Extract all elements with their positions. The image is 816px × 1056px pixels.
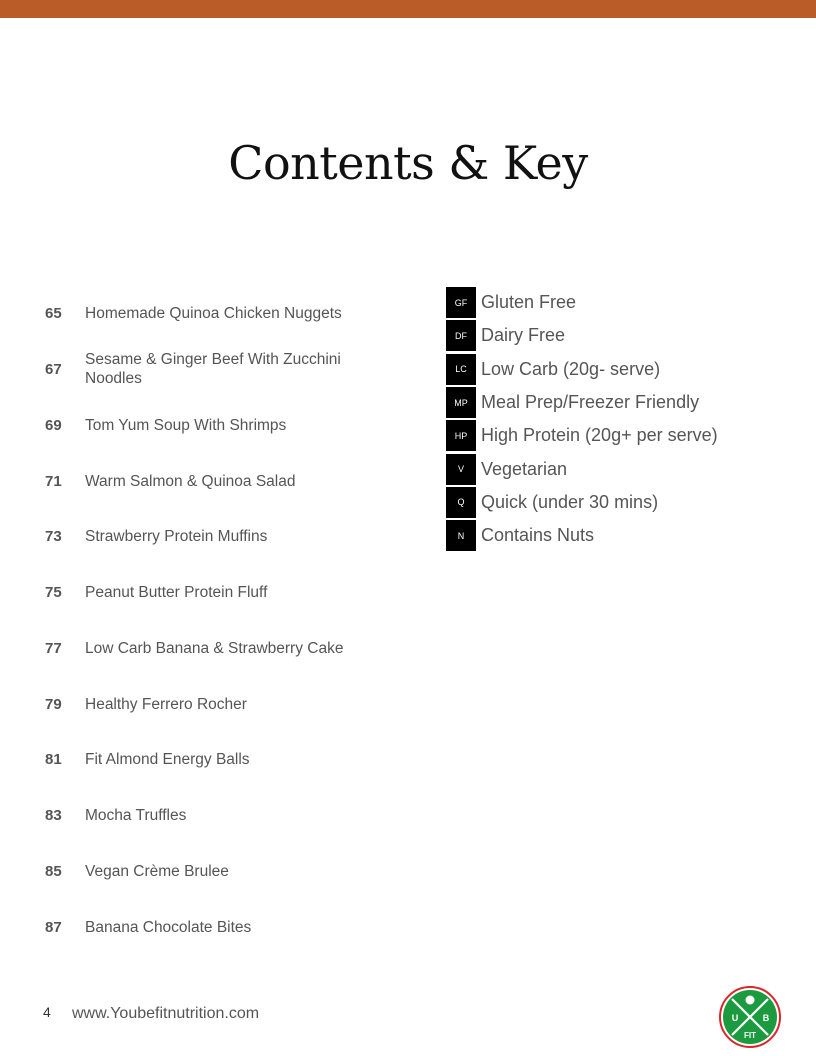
- key-label: Vegetarian: [481, 458, 568, 479]
- contents-recipe-name: Mocha Truffles: [85, 806, 187, 824]
- contents-item[interactable]: [0, 628, 400, 668]
- key-item: [446, 353, 718, 386]
- contents-page-number: 71: [45, 472, 62, 490]
- contents-page-number: 81: [45, 750, 62, 768]
- contents-item[interactable]: [0, 349, 400, 389]
- key-badge: V: [446, 454, 476, 485]
- key-label: Meal Prep/Freezer Friendly: [481, 392, 700, 413]
- key-item: [446, 286, 718, 319]
- contents-recipe-name: Healthy Ferrero Rocher: [85, 695, 247, 713]
- key-label: Contains Nuts: [481, 525, 595, 546]
- key-badge: MP: [446, 387, 476, 418]
- key-item: [446, 519, 718, 552]
- dietary-key: [446, 286, 718, 552]
- contents-page-number: 79: [45, 695, 62, 713]
- logo-figure-icon: [746, 996, 755, 1005]
- contents-page-number: 69: [45, 416, 62, 434]
- key-badge: HP: [446, 420, 476, 451]
- contents-item[interactable]: [0, 795, 400, 835]
- logo-letter: B: [762, 1013, 770, 1023]
- page-title: Contents & Key: [228, 136, 588, 190]
- contents-recipe-name: Strawberry Protein Muffins: [85, 527, 268, 545]
- key-label: Quick (under 30 mins): [481, 491, 659, 512]
- key-item: [446, 452, 718, 485]
- key-item: [446, 486, 718, 519]
- key-badge: GF: [446, 287, 476, 318]
- contents-recipe-name: Peanut Butter Protein Fluff: [85, 583, 268, 601]
- footer-page-number: 4: [43, 1004, 51, 1020]
- contents-recipe-name: Warm Salmon & Quinoa Salad: [85, 472, 296, 490]
- key-label: Dairy Free: [481, 325, 566, 346]
- key-badge: LC: [446, 354, 476, 385]
- contents-item[interactable]: [0, 851, 400, 891]
- contents-page-number: 73: [45, 527, 62, 545]
- logo-letter: FIT: [744, 1031, 756, 1040]
- contents-item[interactable]: [0, 405, 400, 445]
- key-badge: Q: [446, 487, 476, 518]
- contents-recipe-name: Banana Chocolate Bites: [85, 918, 252, 936]
- key-badge: N: [446, 520, 476, 551]
- key-badge: DF: [446, 320, 476, 351]
- contents-item[interactable]: [0, 684, 400, 724]
- key-label: Low Carb (20g- serve): [481, 358, 661, 379]
- contents-item[interactable]: [0, 907, 400, 947]
- contents-recipe-name: Tom Yum Soup With Shrimps: [85, 416, 287, 434]
- key-label: Gluten Free: [481, 292, 577, 313]
- key-item: [446, 386, 718, 419]
- logo-letter: U: [731, 1013, 739, 1023]
- key-item: [446, 319, 718, 352]
- key-label: High Protein (20g+ per serve): [481, 425, 718, 446]
- logo-badge-icon: [718, 985, 782, 1049]
- contents-item[interactable]: [0, 461, 400, 501]
- brand-logo: [718, 985, 782, 1049]
- contents-item[interactable]: [0, 739, 400, 779]
- contents-recipe-name: Low Carb Banana & Strawberry Cake: [85, 639, 344, 657]
- contents-item[interactable]: [0, 293, 400, 333]
- contents-item[interactable]: [0, 516, 400, 556]
- contents-page-number: 85: [45, 862, 62, 880]
- key-item: [446, 419, 718, 452]
- contents-page-number: 83: [45, 806, 62, 824]
- contents-page-number: 87: [45, 918, 62, 936]
- contents-recipe-name: Sesame & Ginger Beef With Zucchini Noodles: [85, 351, 341, 387]
- contents-page-number: 77: [45, 639, 62, 657]
- contents-recipe-name: Fit Almond Energy Balls: [85, 750, 250, 768]
- contents-page-number: 65: [45, 304, 62, 322]
- contents-page-number: 75: [45, 583, 62, 601]
- contents-item[interactable]: [0, 572, 400, 612]
- footer-url-link[interactable]: www.Youbefitnutrition.com: [72, 1005, 260, 1022]
- contents-recipe-name: Vegan Crème Brulee: [85, 862, 229, 880]
- contents-page-number: 67: [45, 360, 62, 378]
- top-accent-bar: [0, 0, 816, 18]
- contents-recipe-name: Homemade Quinoa Chicken Nuggets: [85, 304, 342, 322]
